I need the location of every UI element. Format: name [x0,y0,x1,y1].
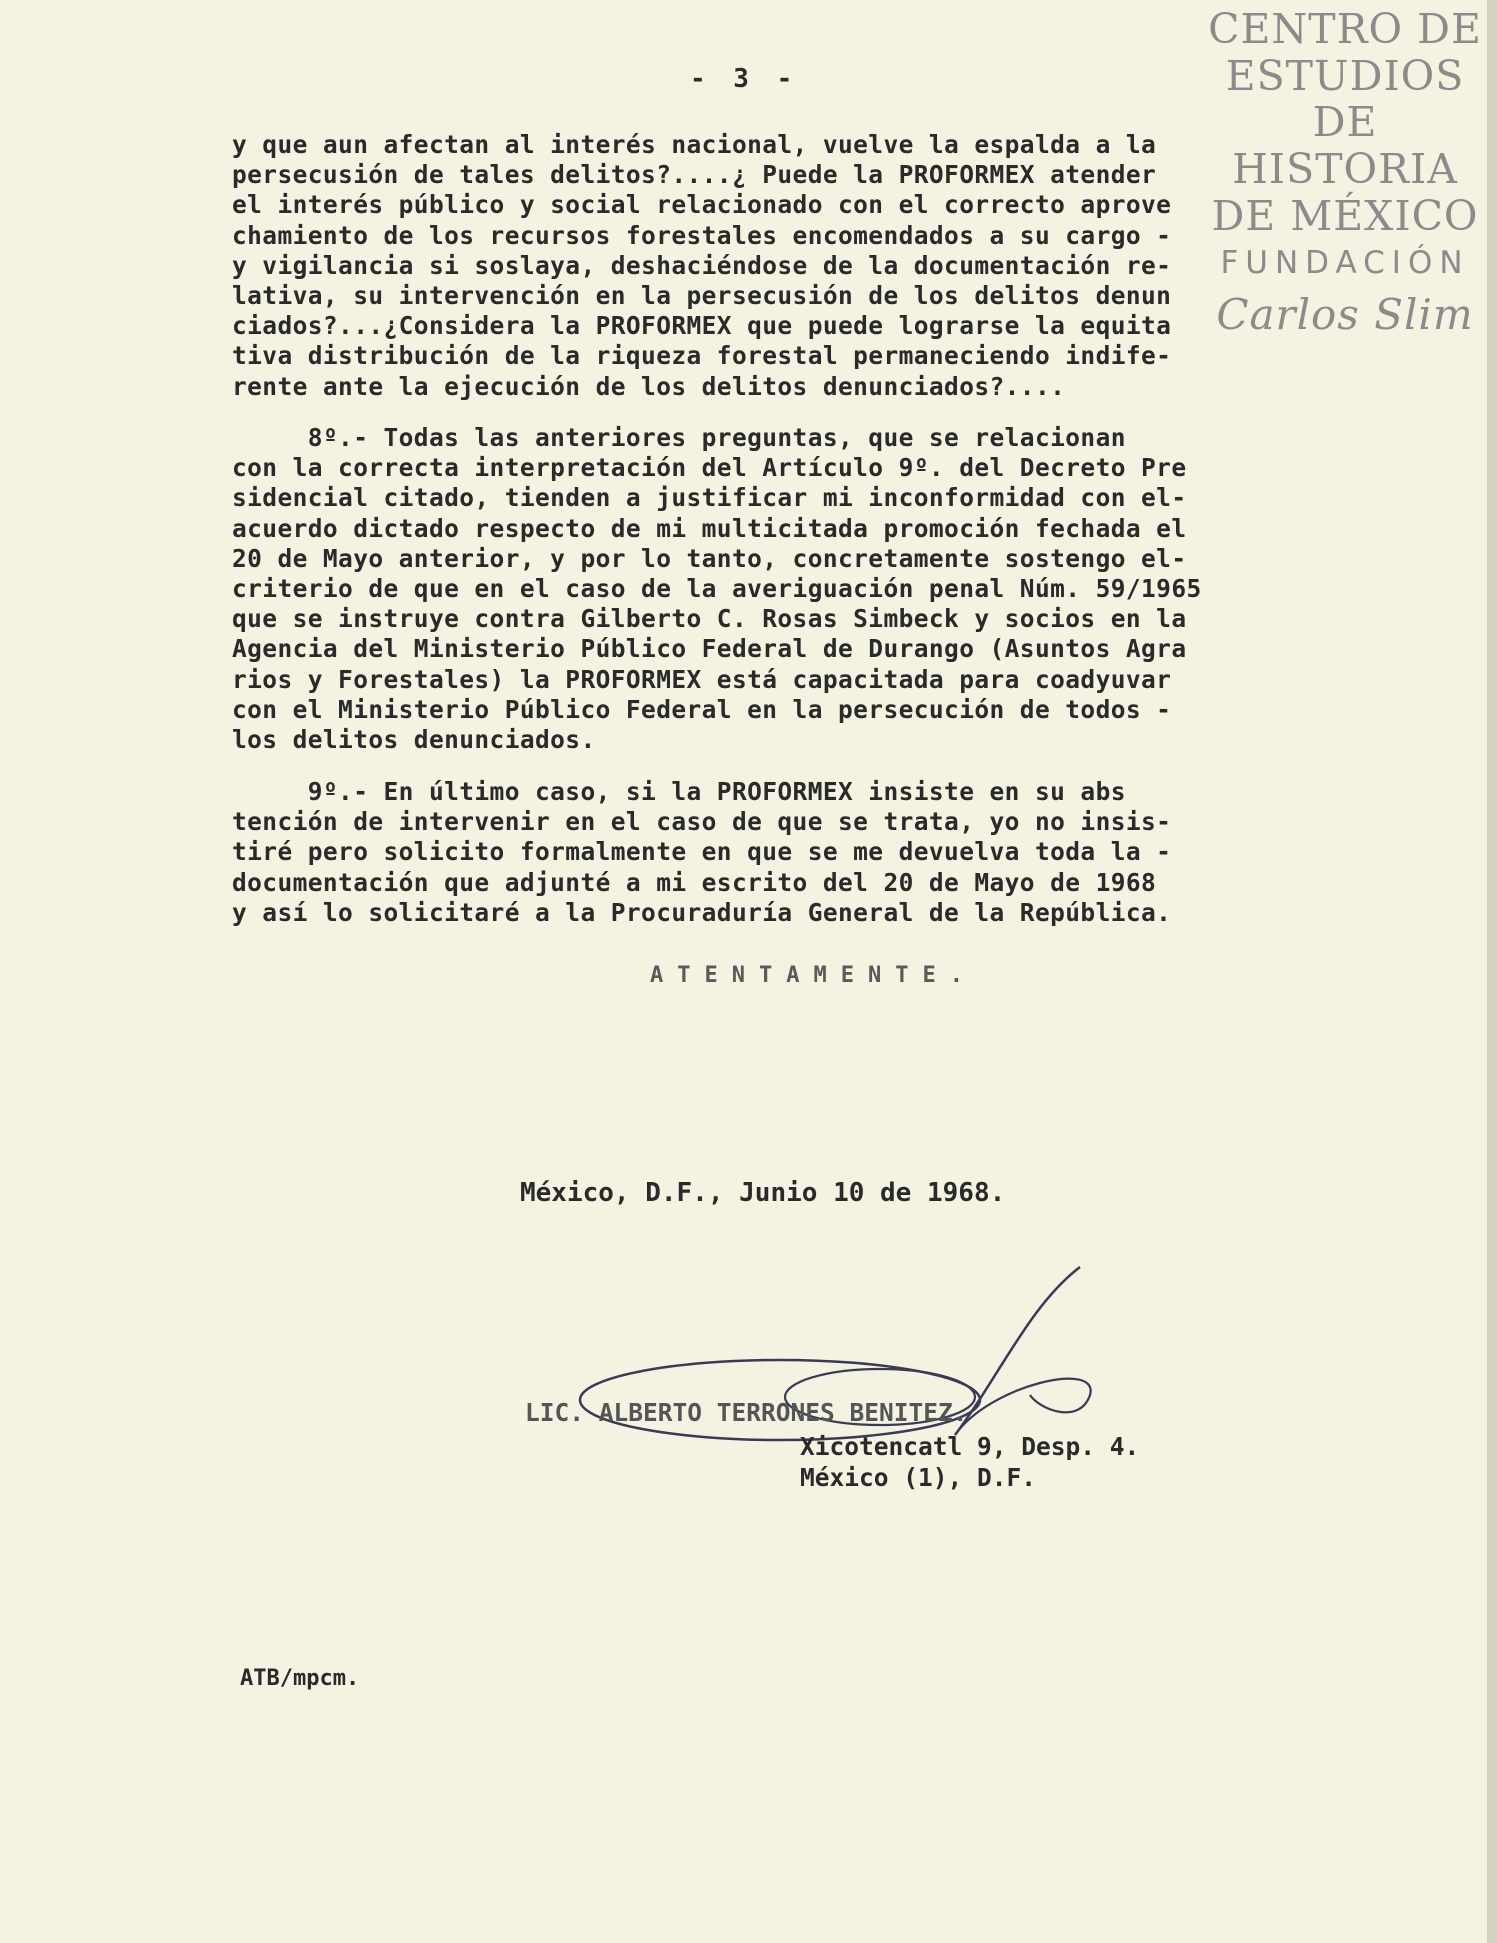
text-line: 20 de Mayo anterior, y por lo tanto, concretamente sostengo el- [232,543,1187,573]
text-line: el interés público y social relacionado con el correcto aprove [232,190,1172,220]
page-number: - 3 - [690,64,799,94]
address-line-2: México (1), D.F. [800,1463,1037,1492]
text-line: criterio de que en el caso de la averiguación penal Núm. 59/1965 [232,574,1202,604]
closing-salutation: ATENTAMENTE. [650,963,977,988]
reference-initials: ATB/mpcm. [240,1666,360,1691]
text-line: y así lo solicitaré a la Procuraduría General de la República. [232,897,1172,927]
watermark-foundation: FUNDACIÓN [1220,244,1470,281]
text-line: documentación que adjunté a mi escrito del 20 de Mayo de 1968 [232,867,1157,897]
text-line: tención de intervenir en el caso de que se trata, yo no insis- [232,807,1172,837]
text-line: los delitos denunciados. [232,725,596,755]
address-line-1: Xicotencatl 9, Desp. 4. [800,1432,1140,1461]
text-line: que se instruye contra Gilberto C. Rosas Simbeck y socios en la [232,604,1187,634]
watermark-line: ESTUDIOS [1225,51,1465,100]
text-line: con la correcta interpretación del Artículo 9º. del Decreto Pre [232,453,1187,483]
text-line: tiré pero solicito formalmente en que se me devuelva toda la - [232,837,1172,867]
text-line: 8º.- Todas las anteriores preguntas, que se relacionan [232,423,1126,452]
text-line: acuerdo dictado respecto de mi multicitada promoción fechada el [232,513,1187,543]
watermark-line: DE MÉXICO [1211,191,1479,240]
text-line: rios y Forestales) la PROFORMEX está capacitada para coadyuvar [232,664,1172,694]
text-line: persecusión de tales delitos?....¿ Puede la PROFORMEX atender [232,160,1157,190]
text-line: y vigilancia si soslaya, deshaciéndose de la documentación re- [232,250,1172,280]
text-line: Agencia del Ministerio Público Federal de Durango (Asuntos Agra [232,634,1187,664]
paragraph-9 [232,777,1402,928]
watermark-line: CENTRO DE [1208,5,1482,53]
watermark-line: DE HISTORIA [1232,98,1458,194]
text-line: 9º.- En último caso, si la PROFORMEX insiste en su abs [232,777,1126,806]
text-line: tiva distribución de la riqueza forestal permaneciendo indife- [232,341,1172,371]
text-line: ciados?...¿Considera la PROFORMEX que puede lograrse la equita [232,311,1172,341]
text-line: rente ante la ejecución de los delitos denunciados?.... [232,371,1066,401]
paragraph-continuation [232,130,1402,402]
paragraph-8 [232,423,1402,755]
text-line: chamiento de los recursos forestales encomendados a su cargo - [232,220,1172,250]
text-line: sidencial citado, tienden a justificar mi inconformidad con el- [232,483,1187,513]
signer-name: LIC. ALBERTO TERRONES BENITEZ. [525,1398,968,1427]
watermark-signature: Carlos Slim [1216,290,1474,339]
text-line: y que aun afectan al interés nacional, vuelve la espalda a la [232,130,1157,159]
text-line: con el Ministerio Público Federal en la persecución de todos - [232,694,1172,724]
place-date: México, D.F., Junio 10 de 1968. [520,1178,1006,1208]
text-line: lativa, su intervención en la persecusión de los delitos denun [232,281,1172,311]
